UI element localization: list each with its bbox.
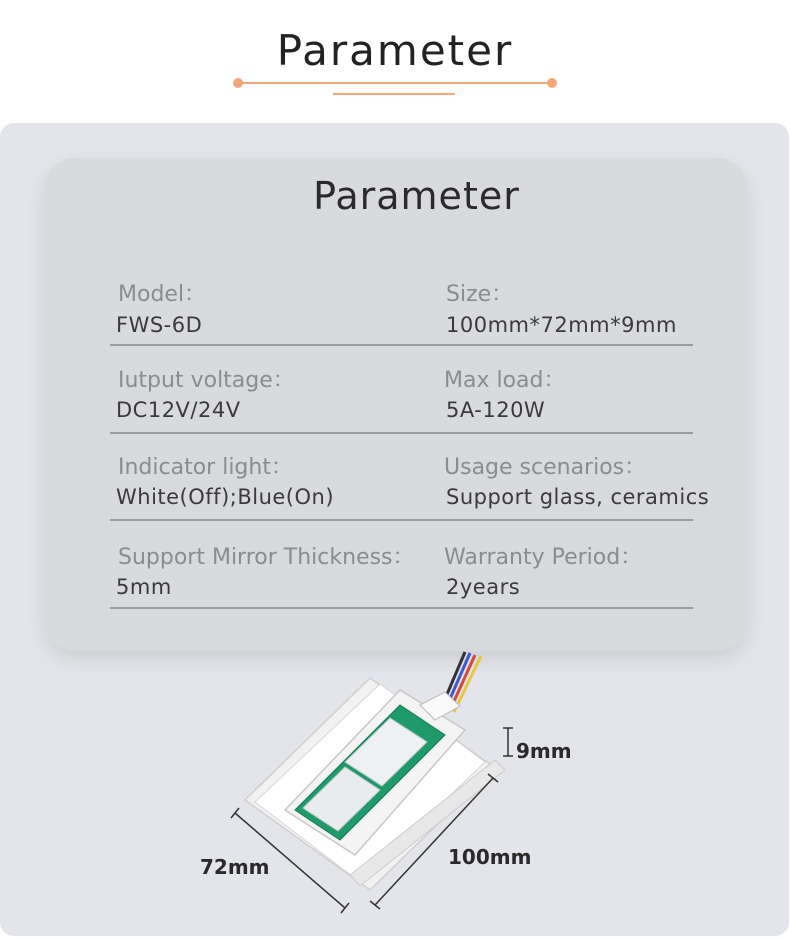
input-voltage-value: DC12V/24V xyxy=(116,398,241,422)
row-divider xyxy=(110,432,693,434)
card-title: Parameter xyxy=(313,174,520,218)
input-voltage-label: Iutput voltage： xyxy=(118,368,295,393)
max-load-value: 5A-120W xyxy=(446,398,546,422)
usage-scenarios-label: Usage scenarios： xyxy=(444,455,647,480)
indicator-light-value: White(Off);Blue(On) xyxy=(116,485,335,509)
length-dimension: 100mm xyxy=(448,845,532,869)
mirror-thickness-label: Support Mirror Thickness： xyxy=(118,545,415,570)
model-label: Model： xyxy=(118,282,207,307)
usage-scenarios-value: Support glass, ceramics xyxy=(446,485,710,509)
product-illustration xyxy=(195,650,595,920)
row-divider xyxy=(110,607,693,609)
page-title: Parameter xyxy=(276,26,514,75)
size-label: Size： xyxy=(446,282,514,307)
row-divider xyxy=(110,519,693,521)
size-value: 100mm*72mm*9mm xyxy=(446,313,677,337)
warranty-value: 2years xyxy=(446,575,521,599)
warranty-label: Warranty Period： xyxy=(444,545,643,570)
row-divider xyxy=(110,344,693,346)
mirror-thickness-value: 5mm xyxy=(116,575,172,599)
max-load-label: Max load： xyxy=(444,368,566,393)
height-dimension: 9mm xyxy=(516,739,572,763)
indicator-light-label: Indicator light： xyxy=(118,455,293,480)
model-value: FWS-6D xyxy=(116,313,203,337)
decoration-dot-right xyxy=(547,78,557,88)
title-underline xyxy=(333,93,455,95)
title-decoration-line xyxy=(238,82,552,84)
width-dimension: 72mm xyxy=(200,855,270,879)
decoration-dot-left xyxy=(233,78,243,88)
